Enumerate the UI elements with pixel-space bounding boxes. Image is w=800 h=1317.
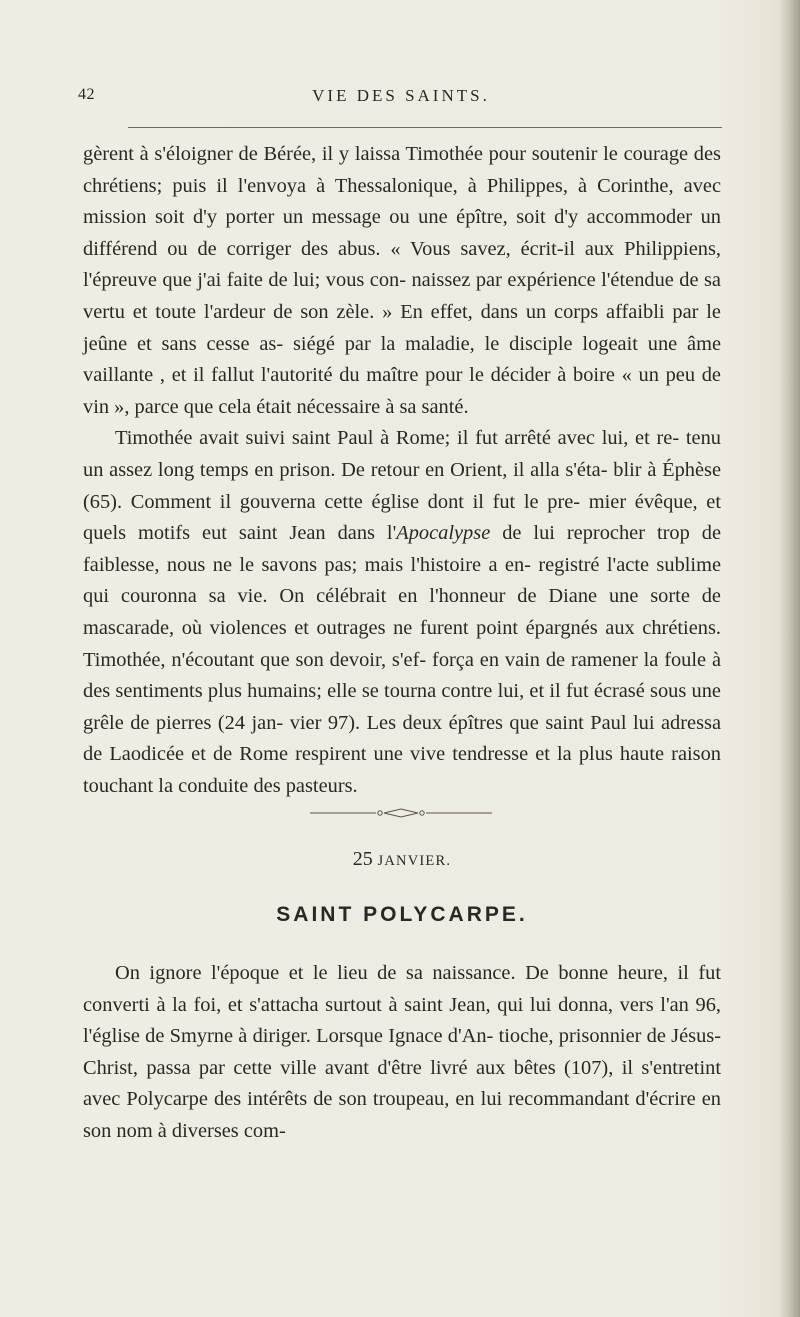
text-line: soit d'y accommoder un différend ou de corriger des abus. « Vous (83, 206, 721, 260)
section-divider-ornament (310, 806, 492, 820)
text-line: vier 97). Les deux épîtres que saint Paul lui adressa de Laodicée et de (83, 711, 721, 766)
header-rule (128, 127, 722, 128)
paragraph-timothee-2 (83, 423, 721, 802)
text-line: On ignore l'époque et le lieu de sa naissance. De bonne heure, il (115, 962, 689, 984)
page-header (78, 86, 724, 110)
text-line: troupeau, en lui recommandant d'écrire en son nom à diverses com- (83, 1088, 721, 1142)
feast-month: JANVIER. (377, 853, 452, 869)
feast-day-number: 25 (352, 848, 373, 870)
text-line: de Diane une sorte de mascarade, où violences et outrages ne furent (83, 585, 721, 639)
text-line: tioche, prisonnier de Jésus-Christ, passa par cette ville avant d'être (83, 1025, 721, 1079)
text-line: à Corinthe, avec mission soit d'y porter un message ou une épître, (83, 174, 721, 229)
text-line: naissez par expérience l'étendue de sa vertu et toute l'ardeur de son (83, 269, 721, 323)
text-line: registré l'acte sublime qui couronna sa vie. On célébrait en l'honneur (83, 553, 721, 608)
page-number: 42 (78, 86, 95, 103)
paragraph-timothee-1 (83, 139, 721, 423)
paragraph-polycarpe-1 (83, 958, 721, 1148)
text-line: siégé par la maladie, le disciple logeait une âme vaillante , et il fallut (83, 332, 721, 387)
running-title: VIE DES SAINTS. (312, 86, 490, 105)
feast-date (83, 848, 721, 871)
section-title: SAINT POLYCARPE. (276, 903, 528, 926)
book-title-apocalypse: Apocalypse (396, 522, 491, 545)
text-line: conduite des pasteurs. (178, 774, 358, 797)
text-line: blir à Éphèse (65). Comment il gouverna cette église dont il fut le pre- (83, 458, 721, 513)
text-line: fut converti à la foi, et s'attacha surtout à saint Jean, qui lui donna, (83, 962, 722, 1016)
text-line: vers l'an 96, l'église de Smyrne à diriger. Lorsque Ignace d'An- (83, 993, 721, 1048)
text-run: de lui (490, 522, 555, 545)
text-block-polycarpe (83, 958, 721, 1148)
text-line: se tourna contre lui, et il fut écrasé sous une grêle de pierres (24 jan- (83, 680, 721, 734)
text-line: Rome respirent une vive tendresse et la plus haute raison touchant la (83, 743, 721, 797)
text-line: point épargnés aux chrétiens. Timothée, n'écoutant que son devoir, s'ef- (83, 616, 721, 671)
text-line: Timothée avait suivi saint Paul à Rome; il fut arrêté avec lui, et re- (115, 427, 680, 450)
text-line: força en vain de ramener la foule à des sentiments plus humains; elle (83, 648, 721, 703)
text-line: que cela était nécessaire à sa santé. (183, 395, 469, 418)
text-line: tenu un assez long temps en prison. De retour en Orient, il alla s'éta- (83, 427, 721, 481)
text-line: courage des chrétiens; puis il l'envoya à Thessalonique, à Philippes, (83, 143, 721, 197)
text-line: l'autorité du maître pour le décider à boire « un peu de vin », parce (83, 364, 721, 418)
page-edge-shadow (778, 0, 800, 1317)
text-line: gèrent à s'éloigner de Bérée, il y laissa Timothée pour soutenir le (83, 143, 618, 165)
text-line: savez, écrit-il aux Philippiens, l'épreuve que j'ai faite de lui; vous con- (83, 237, 721, 292)
text-block-timothee (83, 139, 721, 802)
text-line: reprocher trop de faiblesse, nous ne le savons pas; mais l'histoire a en- (83, 522, 721, 576)
text-run: mier évêque, et quels motifs eut saint Jean dans l' (83, 490, 721, 545)
text-line: zèle. » En effet, dans un corps affaibli par le jeûne et sans cesse as- (83, 300, 721, 355)
text-line: livré aux bêtes (107), il s'entretint avec Polycarpe des intérêts de son (83, 1056, 721, 1111)
